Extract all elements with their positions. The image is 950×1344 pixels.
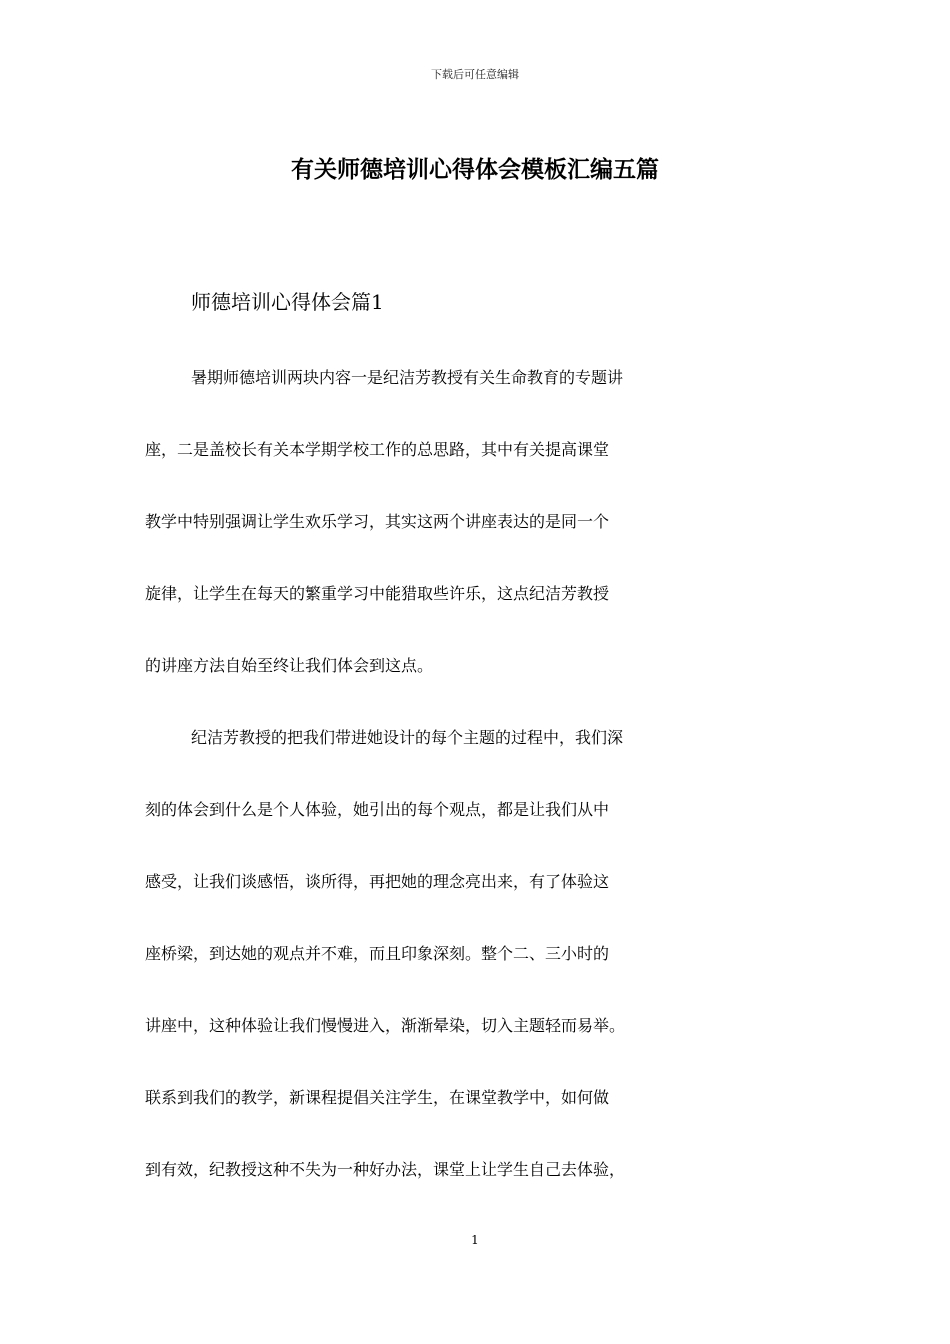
paragraph-2 (145, 702, 807, 1206)
page-number: 1 (471, 1233, 479, 1247)
paragraph-line: 讲座中，这种体验让我们慢慢进入，渐渐晕染，切入主题轻而易举。 (145, 1016, 626, 1035)
paragraph-line: 座，二是盖校长有关本学期学校工作的总思路，其中有关提高课堂 (145, 440, 610, 459)
paragraph-line: 感受，让我们谈感悟，谈所得，再把她的理念亮出来，有了体验这 (145, 872, 610, 891)
paragraph-line: 旋律，让学生在每天的繁重学习中能猎取些许乐，这点纪洁芳教授 (145, 584, 610, 603)
paragraph-line: 的讲座方法自始至终让我们体会到这点。 (145, 656, 434, 675)
paragraph-line: 暑期师德培训两块内容一是纪洁芳教授有关生命教育的专题讲 (191, 368, 624, 387)
paragraph-line: 刻的体会到什么是个人体验，她引出的每个观点，都是让我们从中 (145, 800, 610, 819)
document-body (145, 282, 807, 1206)
paragraph-line: 座桥梁，到达她的观点并不难，而且印象深刻。整个二、三小时的 (145, 944, 610, 963)
paragraph-line: 纪洁芳教授的把我们带进她设计的每个主题的过程中，我们深 (191, 728, 624, 747)
paragraph-line: 联系到我们的教学，新课程提倡关注学生，在课堂教学中，如何做 (145, 1088, 610, 1107)
section-heading: 师德培训心得体会篇1 (191, 290, 384, 314)
paragraph-line: 教学中特别强调让学生欢乐学习，其实这两个讲座表达的是同一个 (145, 512, 610, 531)
paragraph-1 (145, 342, 807, 702)
document-title: 有关师德培训心得体会模板汇编五篇 (291, 156, 659, 183)
paragraph-line: 到有效，纪教授这种不失为一种好办法，课堂上让学生自己去体验， (145, 1160, 626, 1179)
header-note: 下载后可任意编辑 (431, 68, 519, 81)
